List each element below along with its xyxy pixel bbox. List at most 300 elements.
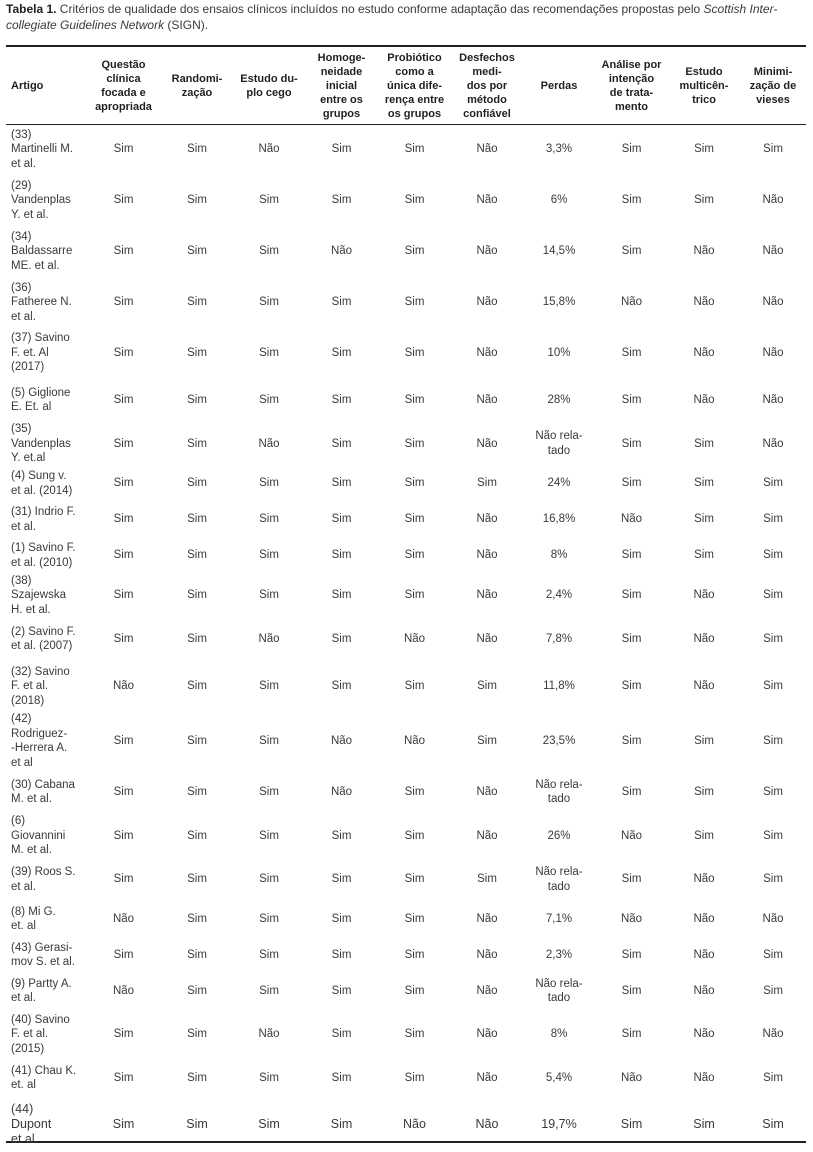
criterion-cell: Não	[693, 1028, 715, 1041]
criterion-cell: Sim	[404, 346, 425, 359]
criterion-cell: Sim	[477, 680, 497, 693]
criterion-cell: Sim	[331, 912, 352, 925]
criterion-cell: Não	[112, 912, 135, 925]
table-row	[6, 124, 806, 175]
column-header-line: inicial	[325, 79, 358, 92]
criterion-cell: Sim	[763, 984, 783, 997]
column-header	[6, 47, 86, 124]
criterion-cell: 11,8%	[543, 680, 575, 693]
table-row	[6, 574, 806, 618]
criterion-cell: Sim	[621, 477, 642, 490]
column-header-line: método	[467, 93, 507, 106]
criterion-cell: 2,4%	[545, 589, 573, 601]
criterion-cell: Sim	[404, 984, 425, 997]
criterion-cell: Sim	[187, 873, 207, 886]
criterion-cell: Sim	[113, 346, 134, 359]
criterion-cell: Sim	[621, 734, 642, 747]
criterion-cell: Não	[762, 296, 784, 309]
criterion-cell: Sim	[621, 245, 642, 258]
criterion-cell: Não	[330, 734, 353, 747]
criterion-cell: Não rela- tado	[535, 778, 583, 805]
column-header	[161, 47, 233, 124]
criterion-cell: Sim	[763, 477, 783, 490]
column-header	[668, 47, 740, 124]
criterion-cell: Sim	[404, 143, 425, 156]
criterion-cell: Sim	[187, 632, 207, 645]
criterion-cell: Sim	[621, 785, 642, 798]
criterion-cell: Não	[693, 912, 715, 925]
criterion-cell: Sim	[694, 549, 714, 562]
criterion-cell: 24%	[547, 477, 571, 490]
criterion-cell: Sim	[113, 549, 134, 562]
column-header	[305, 47, 378, 124]
criterion-cell: Sim	[187, 680, 207, 693]
criterion-cell: Sim	[187, 1071, 207, 1084]
criterion-cell: Sim	[621, 873, 642, 886]
artigo-cell: (33) Martinelli M. et al.	[11, 128, 73, 170]
criterion-cell: Sim	[331, 393, 352, 406]
criterion-cell: Sim	[187, 912, 207, 925]
column-header-line: plo cego	[246, 86, 292, 99]
criterion-cell: Sim	[331, 513, 352, 526]
criterion-cell: Não	[476, 296, 498, 309]
criterion-cell: Não	[112, 984, 135, 997]
criterion-cell: Sim	[330, 1116, 353, 1131]
criterion-cell: Sim	[259, 984, 279, 997]
artigo-cell: (9) Partty A. et al.	[11, 977, 72, 1004]
criterion-cell: Sim	[763, 632, 783, 645]
criterion-cell: 5,4%	[545, 1071, 573, 1084]
criterion-cell: Sim	[113, 143, 134, 156]
criterion-cell: Não	[476, 245, 498, 258]
column-header-line: intenção	[608, 72, 655, 85]
column-header-line: grupos	[322, 107, 361, 120]
criterion-cell: Sim	[113, 829, 134, 842]
caption-italic: Scottish Inter-collegiate Guidelines Network	[6, 2, 778, 32]
criterion-cell: Sim	[694, 734, 714, 747]
column-header-line: Análise por	[601, 58, 662, 71]
artigo-cell: (31) Indrio F. et al.	[11, 506, 76, 533]
table-row	[6, 858, 806, 901]
artigo-cell: (44) Dupont et al.	[11, 1101, 52, 1146]
criterion-cell: Não	[476, 1028, 498, 1041]
criterion-cell: Sim	[113, 873, 134, 886]
artigo-cell: (1) Savino F. et al. (2010)	[11, 542, 76, 569]
criterion-cell: Não	[693, 680, 715, 693]
criterion-cell: Sim	[694, 143, 714, 156]
criterion-cell: Sim	[331, 948, 352, 961]
criterion-cell: Sim	[187, 589, 207, 601]
criterion-cell: Não	[476, 393, 498, 406]
criterion-cell: Não	[620, 296, 643, 309]
criterion-cell: Sim	[187, 785, 207, 798]
criterion-cell: 10%	[547, 346, 571, 359]
criterion-cell: Sim	[113, 194, 134, 207]
criterion-cell: Não	[476, 829, 498, 842]
criterion-cell: Não	[476, 549, 498, 562]
criterion-cell: Sim	[621, 589, 642, 601]
criterion-cell: Sim	[113, 437, 134, 450]
criterion-cell: Sim	[259, 912, 279, 925]
artigo-cell: (35) Vandenplas Y. et.al	[11, 423, 71, 464]
table-row	[6, 538, 806, 574]
artigo-cell: (43) Gerasi- mov S. et al.	[11, 941, 75, 968]
criterion-cell: Sim	[331, 437, 352, 450]
quality-criteria-table	[6, 47, 806, 1152]
criterion-cell: Não	[693, 1071, 715, 1084]
criterion-cell: Não	[476, 948, 498, 961]
criterion-cell: Não rela- tado	[535, 430, 583, 457]
criterion-cell: Sim	[763, 589, 783, 601]
criterion-cell: Não	[403, 734, 426, 747]
criterion-cell: Sim	[763, 948, 783, 961]
column-header-line: Desfechos	[459, 51, 515, 64]
criterion-cell: Sim	[331, 194, 352, 207]
criterion-cell: 28%	[547, 393, 571, 406]
criterion-cell: Não	[693, 393, 715, 406]
criterion-cell: Sim	[331, 829, 352, 842]
column-header	[86, 47, 161, 124]
criterion-cell: Sim	[621, 194, 642, 207]
criterion-cell: 19,7%	[541, 1116, 577, 1131]
criterion-cell: Sim	[404, 437, 425, 450]
criterion-cell: 2,3%	[545, 948, 573, 961]
criterion-cell: Não	[258, 1028, 280, 1041]
criterion-cell: Sim	[763, 549, 783, 562]
criterion-cell: Sim	[113, 1071, 134, 1084]
criterion-cell: Sim	[113, 785, 134, 798]
criterion-cell: Sim	[259, 549, 279, 562]
criterion-cell: Não	[693, 632, 715, 645]
table-row	[6, 661, 806, 712]
criterion-cell: Não	[258, 437, 280, 450]
criterion-cell: Sim	[763, 734, 783, 747]
artigo-cell: (8) Mi G. et. al	[11, 905, 56, 932]
criterion-cell: Sim	[187, 984, 207, 997]
column-header	[233, 47, 305, 124]
table-row	[6, 378, 806, 422]
criterion-cell: 7,1%	[545, 912, 573, 925]
criterion-cell: Sim	[404, 194, 425, 207]
column-header-line: Randomi-	[171, 72, 223, 85]
criterion-cell: Sim	[694, 513, 714, 526]
criterion-cell: 6%	[550, 194, 568, 207]
criterion-cell: Não rela- tado	[535, 977, 583, 1004]
column-header-line: de trata-	[609, 86, 654, 99]
criterion-cell: Sim	[187, 143, 207, 156]
criterion-cell: Sim	[259, 948, 279, 961]
criterion-cell: Sim	[187, 437, 207, 450]
criterion-cell: Sim	[331, 143, 352, 156]
criterion-cell: Sim	[693, 1116, 715, 1131]
criterion-cell: Não	[762, 1028, 784, 1041]
column-header-line: focada e	[101, 86, 146, 99]
criterion-cell: Sim	[187, 734, 207, 747]
criterion-cell: Sim	[331, 549, 352, 562]
criterion-cell: Sim	[187, 829, 207, 842]
artigo-cell: (42) Rodriguez- -Herrera A. et al	[11, 713, 68, 769]
criterion-cell: 16,8%	[542, 513, 576, 526]
criterion-cell: Sim	[113, 296, 134, 309]
criterion-cell: Sim	[404, 477, 425, 490]
criterion-cell: Sim	[694, 194, 714, 207]
criterion-cell: Sim	[404, 393, 425, 406]
artigo-cell: (40) Savino F. et al. (2015)	[11, 1013, 70, 1055]
column-header	[523, 47, 595, 124]
criterion-cell: Não	[330, 785, 353, 798]
table-row	[6, 422, 806, 466]
criterion-cell: Sim	[259, 589, 279, 601]
column-header-line: zação de	[749, 79, 797, 92]
criterion-cell: Sim	[113, 632, 134, 645]
column-header-line: zação	[181, 86, 213, 99]
table-row	[6, 1096, 806, 1152]
criterion-cell: Sim	[620, 1116, 643, 1131]
column-header-line: trico	[692, 93, 716, 106]
criterion-cell: Sim	[331, 346, 352, 359]
criterion-cell: Não	[476, 346, 498, 359]
criterion-cell: Não	[476, 785, 498, 798]
criterion-cell: Sim	[331, 477, 352, 490]
column-header-line: confiável	[463, 107, 511, 120]
criterion-cell: 8%	[550, 1028, 568, 1041]
column-header-line: mento	[615, 100, 648, 113]
table-row	[6, 712, 806, 770]
criterion-cell: Sim	[113, 513, 134, 526]
criterion-cell: Não	[620, 829, 643, 842]
criterion-cell: Sim	[331, 632, 352, 645]
criterion-cell: Não	[693, 589, 715, 601]
criterion-cell: Sim	[404, 1071, 425, 1084]
criterion-cell: Não	[475, 1116, 499, 1131]
table-row	[6, 502, 806, 538]
criterion-cell: Sim	[621, 346, 642, 359]
artigo-cell: (37) Savino F. et. Al (2017)	[11, 332, 70, 374]
criterion-cell: Sim	[762, 1116, 784, 1131]
criterion-cell: Sim	[621, 984, 642, 997]
criterion-cell: Sim	[113, 589, 134, 601]
column-header-line: vieses	[756, 93, 790, 106]
criterion-cell: Sim	[404, 829, 425, 842]
artigo-cell: (41) Chau K. et. al	[11, 1064, 77, 1091]
criterion-cell: Não	[330, 245, 353, 258]
criterion-cell: Sim	[331, 873, 352, 886]
artigo-cell: (5) Giglione E. Et. al	[11, 386, 71, 413]
table-row	[6, 1060, 806, 1096]
column-header	[740, 47, 806, 124]
artigo-cell: (32) Savino F. et al. (2018)	[11, 665, 70, 707]
criterion-cell: Sim	[186, 1116, 208, 1131]
criterion-cell: Não	[476, 589, 498, 601]
column-header-line: clínica	[106, 72, 141, 85]
criterion-cell: Sim	[331, 1028, 352, 1041]
criterion-cell: Não	[476, 632, 498, 645]
criterion-cell: Sim	[621, 1028, 642, 1041]
table-row	[6, 466, 806, 502]
criterion-cell: Sim	[187, 948, 207, 961]
criterion-cell: Não	[476, 513, 498, 526]
criterion-cell: Não	[476, 912, 498, 925]
criterion-cell: Sim	[404, 589, 425, 601]
criterion-cell: Sim	[477, 477, 497, 490]
criterion-cell: 14,5%	[542, 245, 576, 258]
column-header-line: apropriada	[95, 100, 152, 113]
criterion-cell: Sim	[187, 513, 207, 526]
criterion-cell: Não	[693, 346, 715, 359]
table-row	[6, 175, 806, 226]
criterion-cell: Sim	[763, 785, 783, 798]
column-header-line: Estudo	[685, 65, 723, 78]
criterion-cell: Não	[620, 513, 643, 526]
criterion-cell: Sim	[259, 680, 279, 693]
criterion-cell: Não	[693, 948, 715, 961]
criterion-cell: Sim	[187, 477, 207, 490]
criterion-cell: Não	[403, 1116, 426, 1131]
criterion-cell: Sim	[113, 245, 134, 258]
criterion-cell: Sim	[694, 437, 714, 450]
artigo-cell: (36) Fatheree N. et al.	[11, 281, 72, 323]
artigo-cell: (30) Cabana M. et al.	[11, 778, 75, 805]
criterion-cell: Sim	[621, 680, 642, 693]
criterion-cell: Sim	[187, 245, 207, 258]
criterion-cell: Não	[476, 1071, 498, 1084]
criterion-cell: Não	[403, 632, 426, 645]
criterion-cell: Sim	[621, 948, 642, 961]
criterion-cell: Não	[620, 1071, 643, 1084]
criterion-cell: Sim	[331, 1071, 352, 1084]
criterion-cell: Sim	[404, 873, 425, 886]
criterion-cell: 26%	[547, 829, 571, 842]
caption-label: Tabela 1.	[6, 2, 57, 16]
criterion-cell: Sim	[259, 513, 279, 526]
criterion-cell: Não	[258, 143, 280, 156]
criterion-cell: Não	[693, 296, 715, 309]
criterion-cell: 8%	[550, 549, 568, 562]
criterion-cell: Não	[762, 393, 784, 406]
criterion-cell: Sim	[259, 477, 279, 490]
criterion-cell: Sim	[259, 194, 279, 207]
criterion-cell: Sim	[477, 734, 497, 747]
criterion-cell: Sim	[258, 1116, 280, 1131]
criterion-cell: Sim	[113, 1028, 134, 1041]
artigo-cell: (38) Szajewska H. et al.	[11, 574, 66, 616]
table-row	[6, 770, 806, 814]
criterion-cell: Sim	[259, 393, 279, 406]
artigo-cell: (34) Baldassarre ME. et al.	[11, 230, 73, 272]
criterion-cell: Não	[762, 194, 784, 207]
artigo-cell: (39) Roos S. et al.	[11, 866, 76, 893]
criterion-cell: Sim	[331, 589, 352, 601]
criterion-cell: Não	[112, 680, 135, 693]
criterion-cell: Sim	[763, 873, 783, 886]
criterion-cell: Não	[620, 912, 643, 925]
column-header-line: multicên-	[679, 79, 729, 92]
caption-suffix: (SIGN).	[164, 18, 209, 32]
criterion-cell: Não	[762, 346, 784, 359]
criterion-cell: Não	[693, 245, 715, 258]
column-header-line: dos por	[466, 79, 508, 92]
criterion-cell: Não	[693, 984, 715, 997]
criterion-cell: Sim	[694, 785, 714, 798]
column-header-line: única dife-	[386, 79, 442, 92]
criterion-cell: Não	[476, 143, 498, 156]
criterion-cell: Sim	[404, 296, 425, 309]
column-header	[595, 47, 668, 124]
criterion-cell: Sim	[763, 829, 783, 842]
column-header-line: neidade	[320, 65, 363, 78]
criterion-cell: Sim	[404, 948, 425, 961]
column-header-line: Minimi-	[753, 65, 793, 78]
artigo-cell: (2) Savino F. et al. (2007)	[11, 625, 76, 652]
table-row	[6, 617, 806, 661]
criterion-cell: Sim	[259, 1071, 279, 1084]
table-row	[6, 1009, 806, 1060]
criterion-cell: Sim	[621, 143, 642, 156]
column-header	[378, 47, 451, 124]
criterion-cell: Não	[476, 194, 498, 207]
criterion-cell: Sim	[404, 680, 425, 693]
criterion-cell: Sim	[694, 477, 714, 490]
criterion-cell: Sim	[621, 632, 642, 645]
criterion-cell: Sim	[621, 549, 642, 562]
criterion-cell: Sim	[259, 296, 279, 309]
table-row	[6, 814, 806, 858]
criterion-cell: Sim	[259, 785, 279, 798]
criterion-cell: Sim	[187, 194, 207, 207]
criterion-cell: Não	[762, 437, 784, 450]
criterion-cell: Sim	[187, 296, 207, 309]
criterion-cell: 3,3%	[545, 143, 573, 156]
criterion-cell: Sim	[331, 296, 352, 309]
criterion-cell: Sim	[404, 245, 425, 258]
criterion-cell: Sim	[763, 1071, 783, 1084]
criterion-cell: Sim	[187, 549, 207, 562]
table-row	[6, 277, 806, 328]
table-row	[6, 937, 806, 973]
criterion-cell: Sim	[259, 734, 279, 747]
artigo-cell: (6) Giovannini M. et al.	[11, 815, 66, 857]
criterion-cell: Sim	[404, 912, 425, 925]
criterion-cell: Não rela- tado	[535, 866, 583, 893]
criterion-cell: Sim	[259, 346, 279, 359]
criterion-cell: Não	[693, 873, 715, 886]
criterion-cell: Sim	[113, 948, 134, 961]
criterion-cell: Não	[476, 437, 498, 450]
criterion-cell: Sim	[187, 1028, 207, 1041]
table-body	[6, 124, 806, 1152]
table-row	[6, 328, 806, 378]
column-header-line: Homoge-	[317, 51, 366, 64]
criterion-cell: Sim	[113, 393, 134, 406]
criterion-cell: Sim	[404, 513, 425, 526]
criterion-cell: Não	[762, 245, 784, 258]
column-header-line: Perdas	[540, 79, 578, 92]
criterion-cell: Sim	[331, 984, 352, 997]
criterion-cell: Sim	[113, 477, 134, 490]
table-row	[6, 901, 806, 937]
table-row	[6, 226, 806, 277]
column-header-line: Questão	[101, 58, 146, 71]
criterion-cell: 7,8%	[545, 632, 573, 645]
criterion-cell: Sim	[404, 785, 425, 798]
artigo-cell: (4) Sung v. et al. (2014)	[11, 470, 73, 497]
criterion-cell: Sim	[477, 873, 497, 886]
column-header	[451, 47, 523, 124]
criterion-cell: Sim	[187, 346, 207, 359]
criterion-cell: Sim	[404, 549, 425, 562]
caption-text: Critérios de qualidade dos ensaios clínicos incluídos no estudo conforme adaptação das recomendações propostas pelo	[56, 2, 704, 16]
criterion-cell: 23,5%	[542, 734, 576, 747]
